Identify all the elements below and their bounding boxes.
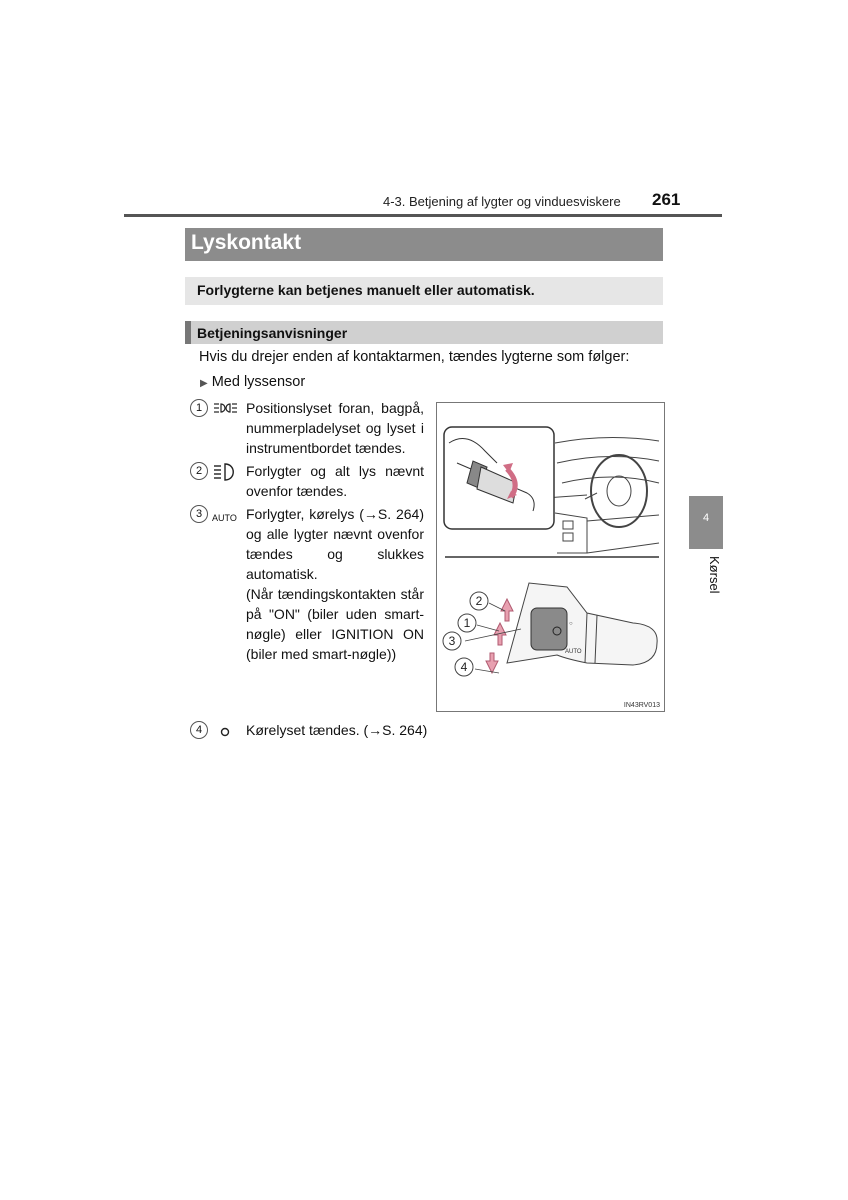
position-light-icon [212, 398, 242, 418]
auto-label: AUTO [212, 513, 237, 523]
section-title: Lyskontakt [185, 228, 663, 261]
item-text: Forlygter, kørelys (→S. 264) og alle lygter nævnt ovenfor tændes og slukkes automatisk. [246, 506, 424, 582]
stalk-auto-mark: AUTO [565, 649, 582, 655]
headlight-icon [212, 461, 242, 481]
light-switch-figure [436, 402, 665, 712]
figure-code: IN43RV013 [623, 702, 660, 709]
item-note: (Når tændingskontakten står på "ON" (biler uden smart-nøgle) eller IGNITION ON (biler med smart-nøgle)) [246, 586, 424, 662]
item-text: Positionslyset foran, bagpå, nummerpladelyset og lyset i instrumentbordet tændes. [246, 400, 424, 456]
off-circle-icon [212, 720, 242, 740]
body-paragraph: Hvis du drejer enden af kontaktarmen, tændes lygterne som følger: [199, 349, 630, 365]
item-number: 4 [190, 721, 208, 739]
callout-number: 2 [475, 594, 483, 608]
chapter-tab: 4 [689, 496, 723, 549]
callout-number: 4 [460, 660, 468, 674]
bullet-text: Med lyssensor [211, 374, 306, 390]
callout-number: 1 [463, 616, 471, 630]
item-text: Forlygter og alt lys nævnt ovenfor tændes. [246, 463, 424, 499]
running-header: 4-3. Betjening af lygter og vinduesviskere [383, 194, 621, 209]
subheading [185, 321, 663, 344]
subheading-marker [185, 321, 191, 344]
page-number: 261 [652, 190, 681, 209]
item-number: 2 [190, 462, 208, 480]
intro-summary: Forlygterne kan betjenes manuelt eller automatisk. [185, 277, 663, 305]
header-divider [124, 214, 722, 217]
triangle-bullet-icon: ▶ [200, 378, 208, 389]
item-number: 3 [190, 505, 208, 523]
chapter-label: Kørsel [707, 556, 722, 594]
item-number: 1 [190, 399, 208, 417]
svg-text:○: ○ [569, 621, 573, 627]
bullet-item [200, 374, 305, 390]
subheading-text: Betjeningsanvisninger [197, 325, 348, 341]
light-switch-illustration [437, 403, 664, 711]
callout-number: 3 [448, 634, 456, 648]
item-text: Kørelyset tændes. (→S. 264) [246, 722, 428, 738]
